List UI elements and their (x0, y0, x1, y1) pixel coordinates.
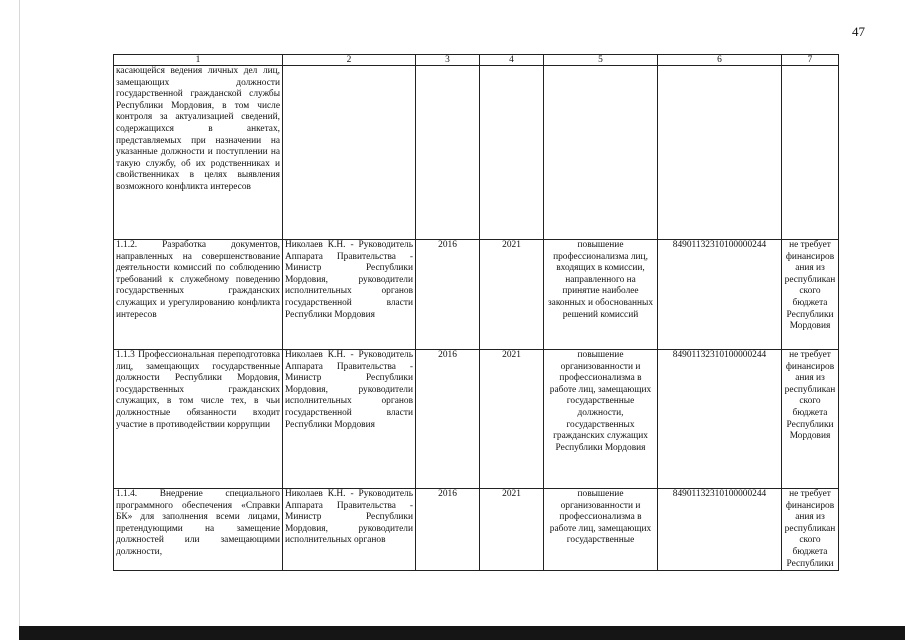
start-year-cell: 2016 (416, 489, 480, 571)
budget-code-cell (658, 66, 782, 240)
table-row (114, 489, 839, 571)
column-number: 7 (782, 55, 839, 66)
scan-left-edge (19, 0, 20, 626)
column-number: 1 (114, 55, 283, 66)
funding-cell: не требует финансирования из республиканского бюджета Республики Мордовия (782, 350, 839, 489)
start-year-cell: 2016 (416, 240, 480, 350)
result-cell: повышение организованности и профессионализма в работе лиц, замещающих государственные должности, государственных гражданских служащих Республики Мордовия (544, 350, 658, 489)
measures-table (113, 54, 839, 571)
column-number: 5 (544, 55, 658, 66)
scan-bottom-border (19, 626, 905, 640)
result-cell: повышение профессионализма лиц, входящих в комиссии, направленного на принятие наиболее законных и обоснованных решений комиссий (544, 240, 658, 350)
executor-cell (283, 66, 416, 240)
funding-cell (782, 66, 839, 240)
end-year-cell: 2021 (480, 489, 544, 571)
table-row (114, 350, 839, 489)
result-cell (544, 66, 658, 240)
measure-cell: 1.1.4. Внедрение специального программного обеспечения «Справки БК» для заполнения всеми лицами, претендующими на замещение должностей или замещающими должности, (114, 489, 283, 571)
start-year-cell: 2016 (416, 350, 480, 489)
column-number: 4 (480, 55, 544, 66)
measure-cell: касающейся ведения личных дел лиц, замещающих должности государственной гражданской службы Республики Мордовия, в том числе контроля за актуализацией сведений, содержащихся в анкетах, представляемых при назначении на указанные должности и поступлении на такую службу, об их родственниках и свойственниках в целях выявления возможного конфликта интересов (114, 66, 283, 240)
executor-cell: Николаев К.Н. - Руководитель Аппарата Правительства - Министр Республики Мордовия, руководители исполнительных органов государственной власти Республики Мордовия (283, 350, 416, 489)
budget-code-cell: 84901132310100000244 (658, 240, 782, 350)
column-number: 6 (658, 55, 782, 66)
table-row (114, 240, 839, 350)
measure-cell: 1.1.2. Разработка документов, направленных на совершенствование деятельности комиссий по соблюдению требований к служебному поведению государственных гражданских служащих и урегулированию конфликта интересов (114, 240, 283, 350)
column-number-row (114, 55, 839, 66)
budget-code-cell: 84901132310100000244 (658, 350, 782, 489)
end-year-cell: 2021 (480, 240, 544, 350)
funding-cell: не требует финансирования из республиканского бюджета Республики Мордовия (782, 240, 839, 350)
end-year-cell (480, 66, 544, 240)
funding-cell: не требует финансирования из республиканского бюджета Республики (782, 489, 839, 571)
executor-cell: Николаев К.Н. - Руководитель Аппарата Правительства - Министр Республики Мордовия, руководители исполнительных органов государственной власти Республики Мордовия (283, 240, 416, 350)
table-row (114, 66, 839, 240)
column-number: 3 (416, 55, 480, 66)
result-cell: повышение организованности и профессионализма в работе лиц, замещающих государственные (544, 489, 658, 571)
start-year-cell (416, 66, 480, 240)
page-number: 47 (852, 24, 865, 39)
end-year-cell: 2021 (480, 350, 544, 489)
budget-code-cell: 84901132310100000244 (658, 489, 782, 571)
measure-cell: 1.1.3 Профессиональная переподготовка лиц, замещающих государственные должности Республики Мордовия, государственных гражданских служащих, в том числе тех, в чьи должностные обязанности входит участие в противодействии коррупции (114, 350, 283, 489)
executor-cell: Николаев К.Н. - Руководитель Аппарата Правительства - Министр Республики Мордовия, руководители исполнительных органов (283, 489, 416, 571)
column-number: 2 (283, 55, 416, 66)
